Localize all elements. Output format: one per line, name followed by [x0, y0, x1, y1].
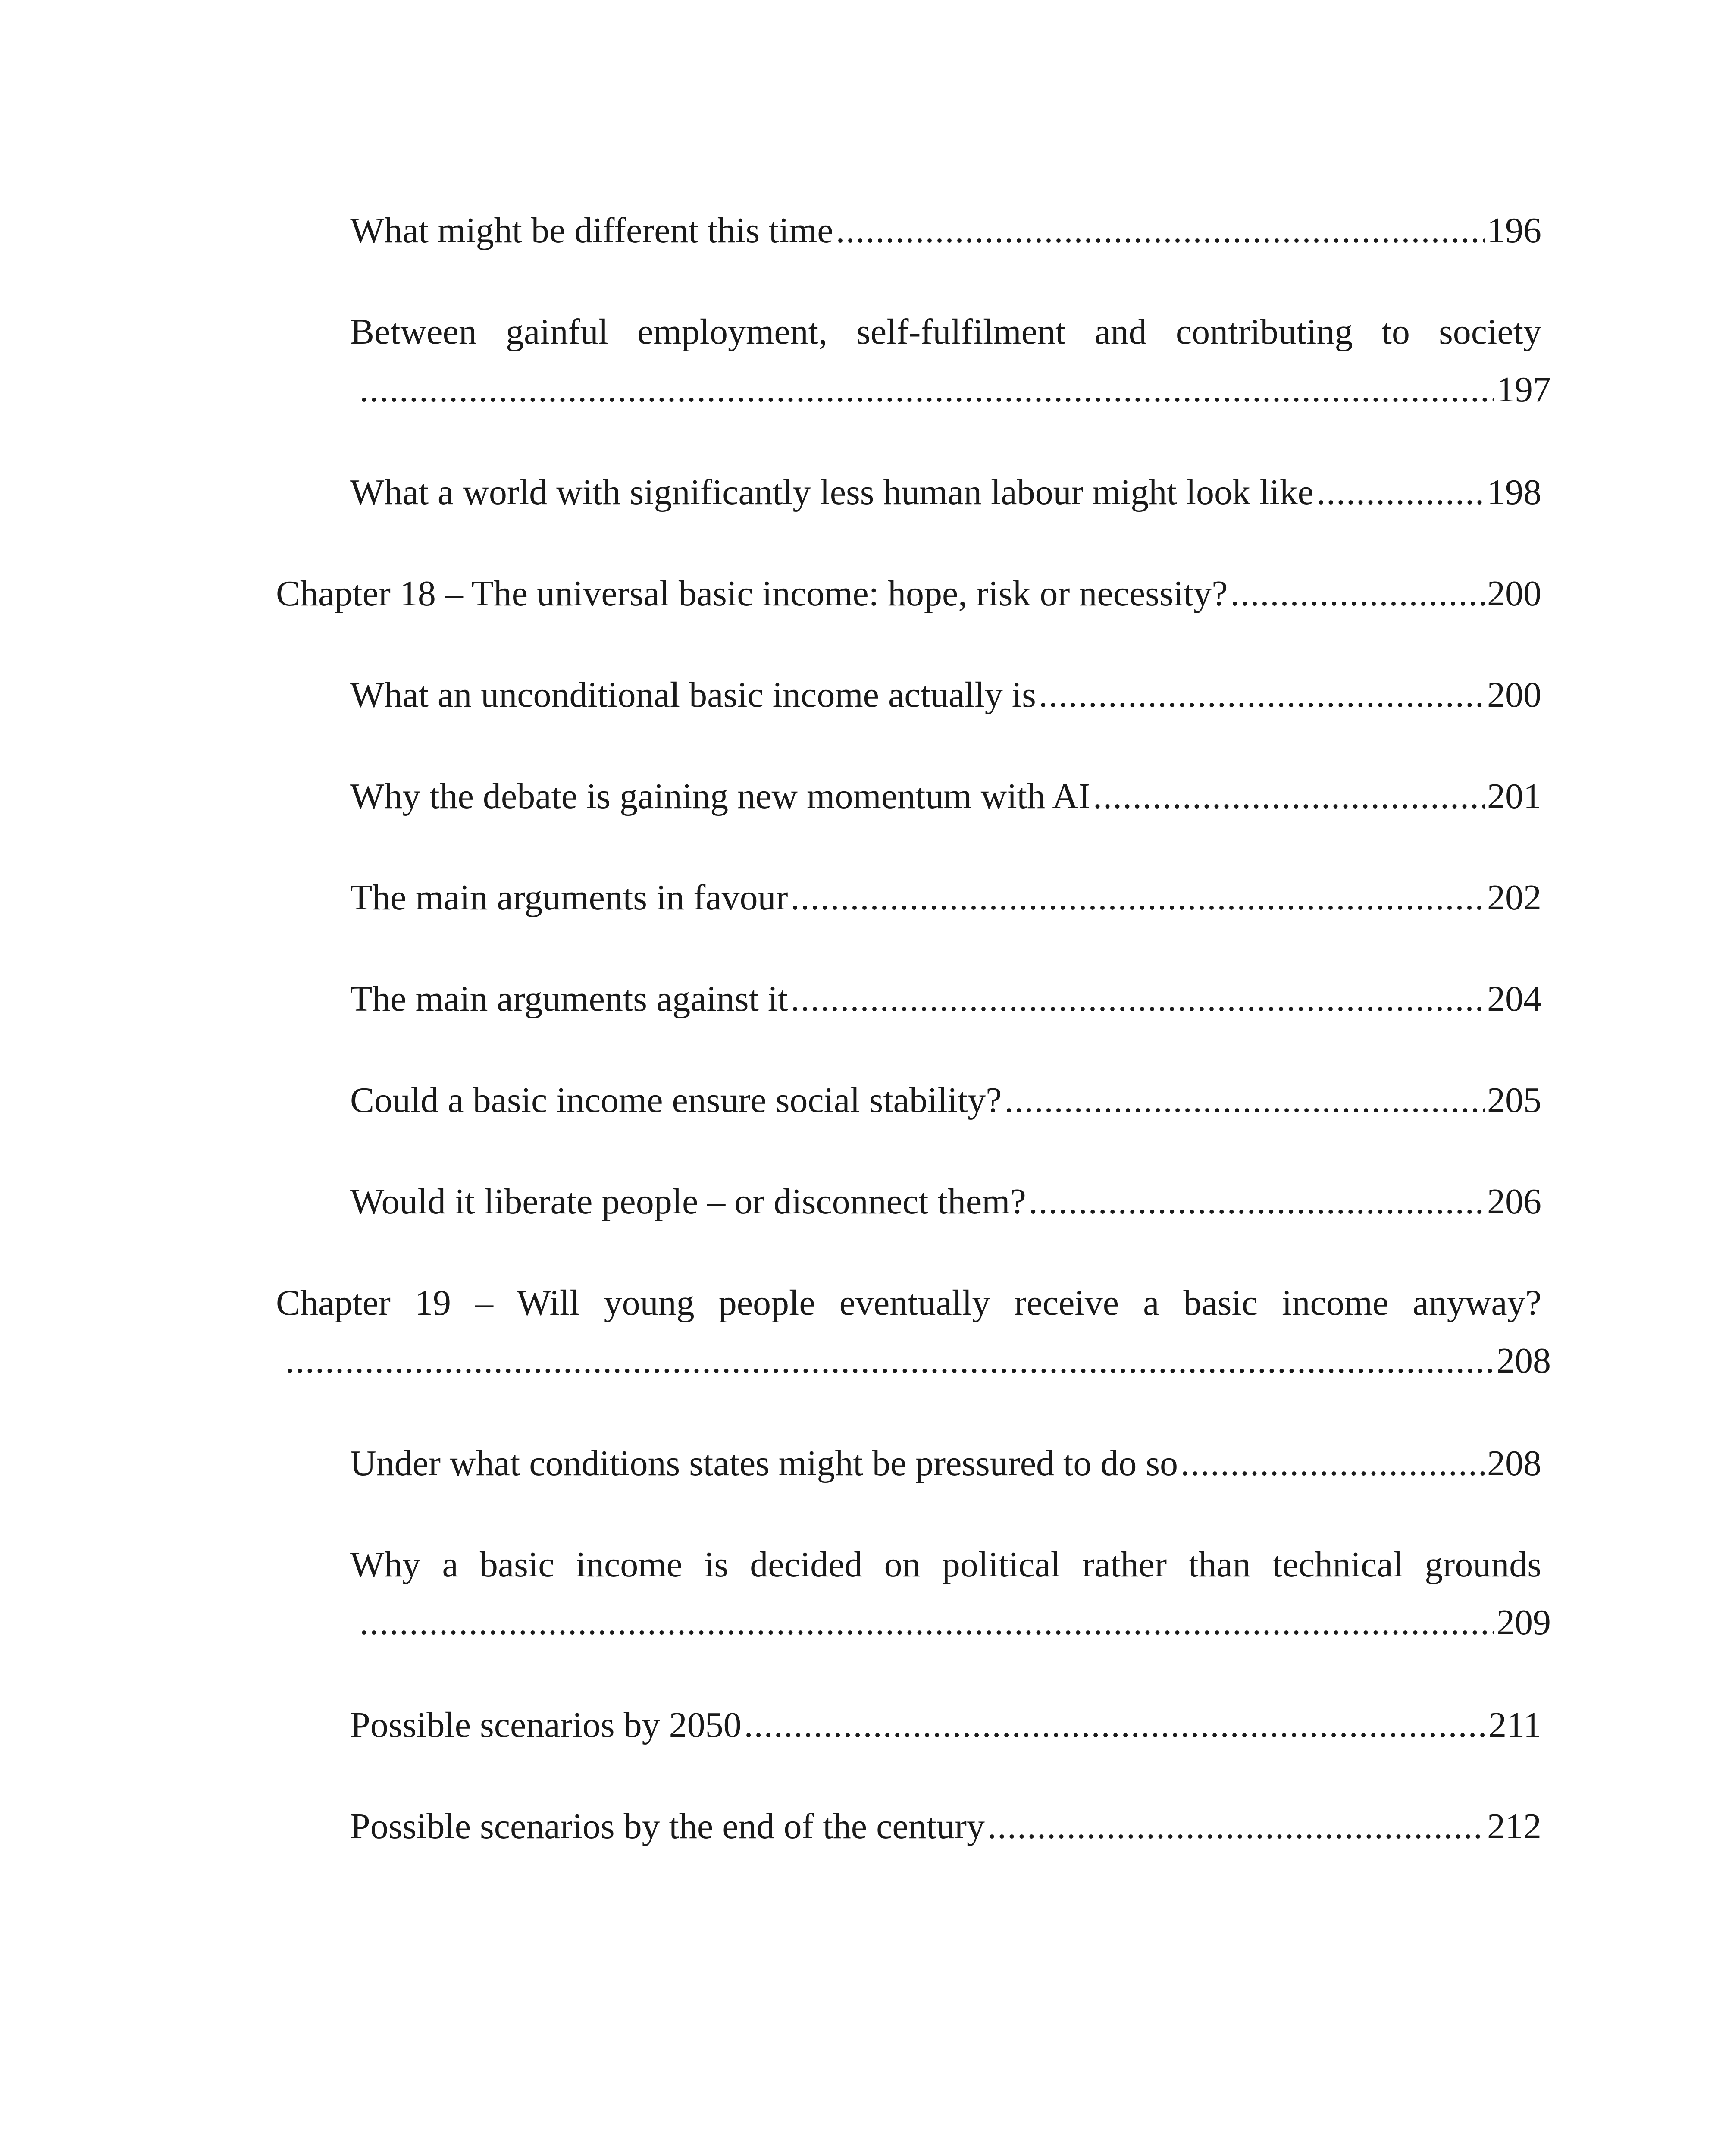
toc-entry[interactable]	[350, 869, 1541, 927]
toc-entry-title: Chapter 19 – Will young people eventually receive a basic income anyway?	[276, 1283, 1541, 1323]
toc-entry[interactable]	[350, 768, 1541, 825]
toc-entry[interactable]	[350, 1173, 1541, 1231]
toc-entry[interactable]	[350, 970, 1541, 1028]
toc-entry[interactable]	[350, 1072, 1541, 1129]
toc-chapter-entry[interactable]	[276, 565, 1541, 623]
toc-chapter-entry[interactable]	[276, 1274, 1551, 1390]
toc-entry-title: Would it liberate people – or disconnect them?	[350, 1181, 1026, 1222]
dot-leader	[1231, 565, 1485, 623]
toc-entry-page: 205	[1487, 1080, 1541, 1120]
toc-entry-title: Why a basic income is decided on political rather than technical grounds	[350, 1545, 1541, 1585]
dot-leader	[360, 1594, 1494, 1651]
toc-entry-page: 208	[1497, 1341, 1551, 1381]
toc-entry[interactable]	[350, 303, 1551, 419]
toc-entry-page: 206	[1487, 1181, 1541, 1222]
toc-entry-page: 212	[1487, 1806, 1541, 1846]
toc-entry-title: Under what conditions states might be pressured to do so	[350, 1443, 1178, 1483]
toc-entry-page: 201	[1487, 776, 1541, 816]
dot-leader	[791, 869, 1485, 927]
toc-entry[interactable]	[350, 1696, 1541, 1754]
dot-leader	[1039, 666, 1485, 724]
toc-entry-title: Between gainful employment, self-fulfilment and contributing to society	[350, 312, 1541, 352]
toc-entry-page: 208	[1487, 1443, 1541, 1483]
toc-entry-title: Possible scenarios by the end of the century	[350, 1806, 985, 1846]
dot-leader	[1005, 1072, 1485, 1129]
dot-leader	[987, 1798, 1485, 1855]
toc-entry[interactable]	[350, 1798, 1541, 1855]
toc-entry-title: Chapter 18 – The universal basic income: hope, risk or necessity?	[276, 573, 1228, 614]
toc-entry[interactable]	[350, 464, 1541, 521]
dot-leader	[1181, 1435, 1485, 1492]
toc-entry[interactable]	[350, 666, 1541, 724]
dot-leader	[836, 202, 1485, 260]
toc-entry-title: What might be different this time	[350, 210, 833, 251]
dot-leader	[1029, 1173, 1485, 1231]
toc-entry[interactable]	[350, 202, 1541, 260]
dot-leader	[360, 361, 1494, 419]
toc-entry-title: The main arguments in favour	[350, 877, 788, 918]
toc-entry-page: 211	[1488, 1705, 1541, 1745]
toc-entry[interactable]	[350, 1435, 1541, 1492]
toc-entry-page: 200	[1487, 675, 1541, 715]
dot-leader	[285, 1332, 1494, 1390]
toc-entry-title: The main arguments against it	[350, 979, 788, 1019]
toc-entry-page: 202	[1487, 877, 1541, 918]
dot-leader	[744, 1696, 1486, 1754]
dot-leader	[1093, 768, 1485, 825]
toc-entry[interactable]	[350, 1536, 1551, 1651]
toc-entry-title: What a world with significantly less human labour might look like	[350, 472, 1314, 512]
toc-entry-title: What an unconditional basic income actually is	[350, 675, 1036, 715]
dot-leader	[791, 970, 1485, 1028]
toc-entry-page: 198	[1487, 472, 1541, 512]
toc-entry-page: 197	[1497, 370, 1551, 410]
toc-entry-title: Possible scenarios by 2050	[350, 1705, 742, 1745]
toc-entry-title: Could a basic income ensure social stability?	[350, 1080, 1002, 1120]
toc-entry-page: 209	[1497, 1602, 1551, 1642]
toc-entry-page: 204	[1487, 979, 1541, 1019]
toc-entry-page: 200	[1487, 573, 1541, 614]
toc-entry-page: 196	[1487, 210, 1541, 251]
dot-leader	[1316, 464, 1485, 521]
toc-entry-title: Why the debate is gaining new momentum with AI	[350, 776, 1090, 816]
